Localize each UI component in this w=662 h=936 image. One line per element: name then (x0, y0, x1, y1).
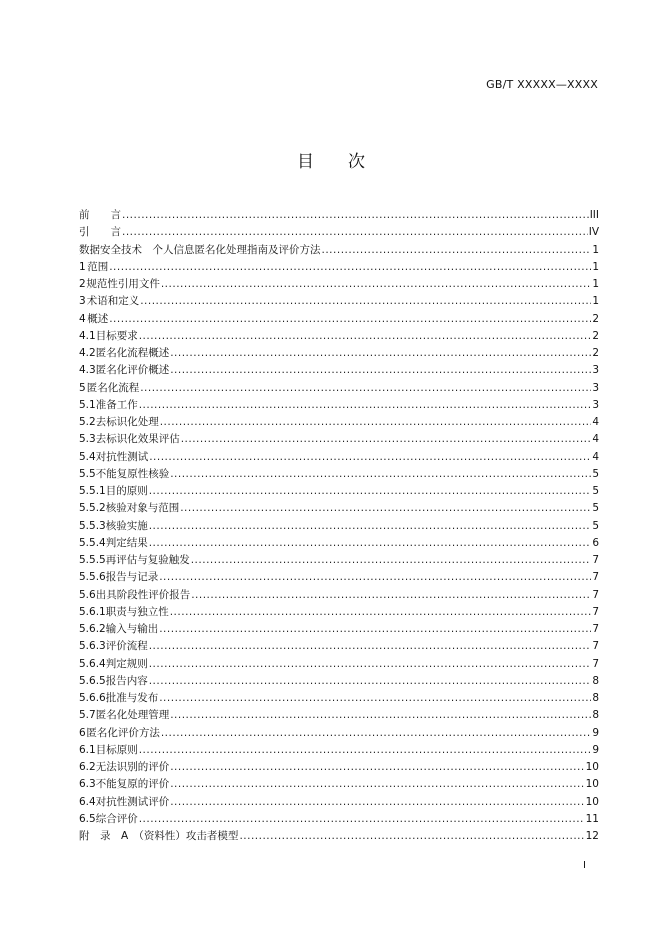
toc-leader-dots (160, 414, 592, 431)
toc-entry-number: 5.6.6 (79, 692, 106, 704)
toc-entry[interactable] (79, 483, 599, 500)
toc-title (0, 147, 662, 172)
toc-leader-dots (322, 242, 592, 259)
toc-entry[interactable] (79, 431, 599, 448)
toc-entry-label: 匿名化评价概述 (95, 364, 170, 377)
toc-entry-number: 5.6.3 (79, 640, 106, 653)
toc-entry[interactable] (79, 535, 599, 552)
toc-entry-label: 匿名化处理管理 (95, 709, 170, 722)
toc-entry-label: 批准与发布 (105, 692, 159, 704)
toc-leader-dots (109, 259, 591, 276)
toc-entry-page: 7 (592, 605, 599, 618)
toc-entry[interactable] (79, 449, 599, 466)
toc-entry-label: 附 录 A （资料性）攻击者模型 (79, 830, 239, 842)
toc-entry-page: 5 (592, 502, 599, 515)
toc-entry-page: 4 (592, 416, 599, 428)
toc-leader-dots (139, 811, 585, 828)
toc-leader-dots (149, 535, 592, 552)
toc-entry-page: 1 (592, 243, 599, 256)
toc-entry-number: 5.6.5 (79, 674, 106, 687)
toc-leader-dots (140, 380, 591, 397)
toc-entry-page: III (589, 209, 599, 221)
toc-entry-page: 12 (585, 830, 599, 842)
toc-entry[interactable] (79, 414, 599, 431)
toc-entry[interactable] (79, 207, 599, 224)
toc-leader-dots (149, 673, 592, 690)
toc-entry-page: 4 (592, 433, 599, 446)
toc-title-char-2: 次 (348, 152, 365, 172)
toc-entry[interactable] (79, 569, 599, 586)
toc-entry-label: 职责与独立性 (105, 605, 169, 618)
toc-entry[interactable] (79, 518, 599, 535)
toc-entry[interactable] (79, 276, 599, 293)
toc-entry-number: 5.6.2 (79, 623, 106, 635)
toc-entry-label: 出具阶段性评价报告 (95, 588, 191, 601)
toc-entry-label: 不能复原的评价 (95, 778, 170, 791)
toc-leader-dots (170, 362, 591, 379)
toc-entry-label: 输入与输出 (105, 623, 159, 635)
toc-entry-number: 5.3 (79, 433, 96, 446)
toc-entry-label: 不能复原性核验 (95, 467, 170, 480)
toc-entry-page: 6 (592, 536, 599, 549)
toc-entry-number: 4.1 (79, 329, 96, 342)
toc-title-char-1: 目 (297, 152, 314, 172)
toc-entry[interactable] (79, 742, 599, 759)
toc-entry-number: 4 (79, 312, 86, 325)
toc-entry[interactable] (79, 380, 599, 397)
toc-entry-number: 2 (79, 278, 86, 290)
toc-leader-dots (109, 311, 591, 328)
toc-entry[interactable] (79, 500, 599, 517)
toc-leader-dots (122, 224, 588, 241)
toc-entry[interactable] (79, 690, 599, 707)
toc-entry-page: 8 (592, 674, 599, 687)
toc-entry-label: 判定结果 (105, 536, 148, 549)
toc-entry-label: 核验实施 (105, 519, 148, 532)
toc-leader-dots (140, 293, 591, 310)
toc-entry-number: 5.5.6 (79, 571, 106, 584)
toc-entry-label: 数据安全技术 个人信息匿名化处理指南及评价方法 (79, 243, 321, 256)
toc-entry-page: 7 (592, 571, 599, 584)
table-of-contents (79, 207, 599, 845)
toc-leader-dots (161, 725, 591, 742)
toc-entry-page: 3 (592, 381, 599, 394)
toc-entry[interactable] (79, 293, 599, 310)
toc-entry-label: 准备工作 (95, 398, 138, 411)
toc-entry-label: 报告与记录 (105, 571, 159, 584)
toc-entry-number: 5.5 (79, 467, 96, 480)
toc-leader-dots (161, 276, 591, 293)
toc-entry-label: 核验对象与范围 (105, 502, 180, 515)
toc-entry[interactable] (79, 328, 599, 345)
toc-leader-dots (239, 828, 584, 845)
toc-entry-number: 3 (79, 295, 86, 308)
toc-entry-number: 5.1 (79, 398, 96, 411)
toc-entry-number: 6.2 (79, 761, 96, 773)
toc-entry-label: 对抗性测试 (95, 450, 149, 463)
toc-entry[interactable] (79, 259, 599, 276)
toc-leader-dots (170, 604, 592, 621)
toc-entry-page: 7 (592, 588, 599, 601)
toc-entry-label: 前 言 (79, 209, 121, 221)
toc-leader-dots (139, 328, 592, 345)
toc-entry[interactable] (79, 587, 599, 604)
toc-leader-dots (191, 552, 592, 569)
toc-entry-label: 匿名化流程概述 (95, 347, 170, 359)
toc-entry-page: 7 (592, 640, 599, 653)
toc-entry[interactable] (79, 759, 599, 776)
toc-entry-page: 5 (592, 519, 599, 532)
toc-entry-label: 无法识别的评价 (95, 761, 170, 773)
toc-entry-page: 1 (592, 260, 599, 273)
toc-leader-dots (122, 207, 589, 224)
toc-leader-dots (149, 483, 592, 500)
toc-leader-dots (170, 466, 591, 483)
toc-leader-dots (149, 449, 591, 466)
toc-entry-number: 5.7 (79, 709, 96, 722)
toc-entry-label: 目的原则 (105, 485, 148, 497)
toc-entry[interactable] (79, 794, 599, 811)
toc-entry-page: 10 (585, 761, 599, 773)
toc-entry[interactable] (79, 345, 599, 362)
toc-entry-page: 7 (592, 623, 599, 635)
toc-entry[interactable] (79, 397, 599, 414)
toc-entry-label: 对抗性测试评价 (95, 795, 170, 808)
toc-entry-number: 6.1 (79, 743, 96, 756)
toc-entry-page: 7 (592, 554, 599, 566)
toc-entry-number: 5.4 (79, 450, 96, 463)
toc-entry[interactable] (79, 638, 599, 655)
toc-leader-dots (149, 518, 592, 535)
toc-leader-dots (170, 345, 591, 362)
toc-entry[interactable] (79, 707, 599, 724)
toc-entry-page: 8 (592, 709, 599, 722)
toc-entry-number: 6.3 (79, 778, 96, 791)
toc-leader-dots (149, 656, 592, 673)
toc-entry-page: 2 (592, 329, 599, 342)
toc-entry-number: 5.5.4 (79, 536, 106, 549)
toc-entry-label: 引 言 (79, 226, 121, 239)
toc-leader-dots (159, 690, 591, 707)
toc-entry-number: 6.4 (79, 795, 96, 808)
toc-entry-number: 4.3 (79, 364, 96, 377)
page-number: I (583, 860, 586, 871)
toc-entry[interactable] (79, 242, 599, 259)
toc-entry[interactable] (79, 362, 599, 379)
toc-entry-page: 5 (592, 485, 599, 497)
toc-entry-label: 报告内容 (105, 674, 148, 687)
toc-entry-number: 5.6.4 (79, 657, 106, 670)
toc-entry-page: 2 (592, 347, 599, 359)
toc-entry-label: 概述 (87, 312, 109, 325)
toc-entry-page: 10 (585, 778, 599, 791)
toc-leader-dots (170, 707, 591, 724)
toc-leader-dots (139, 397, 592, 414)
toc-entry-label: 目标要求 (95, 329, 138, 342)
toc-entry-page: 3 (592, 398, 599, 411)
toc-entry-label: 规范性引用文件 (86, 278, 160, 290)
toc-entry[interactable] (79, 725, 599, 742)
toc-entry[interactable] (79, 656, 599, 673)
toc-entry-label: 综合评价 (95, 812, 138, 825)
toc-entry-page: 8 (592, 692, 599, 704)
toc-entry[interactable] (79, 604, 599, 621)
toc-entry-label: 评价流程 (105, 640, 148, 653)
standard-code: GB/T XXXXX—XXXX (486, 78, 598, 91)
toc-leader-dots (181, 431, 592, 448)
toc-entry-number: 1 (79, 260, 86, 273)
toc-entry-page: 11 (585, 812, 599, 825)
toc-entry-page: 4 (592, 450, 599, 463)
toc-entry-label: 匿名化评价方法 (86, 726, 160, 739)
toc-entry[interactable] (79, 776, 599, 793)
toc-entry-number: 5.6 (79, 588, 96, 601)
toc-entry[interactable] (79, 552, 599, 569)
toc-leader-dots (159, 621, 591, 638)
toc-entry-page: 9 (592, 726, 599, 739)
toc-entry[interactable] (79, 811, 599, 828)
toc-entry-number: 5.5.2 (79, 502, 106, 515)
toc-leader-dots (159, 569, 591, 586)
toc-leader-dots (149, 638, 592, 655)
toc-entry-label: 目标原则 (95, 743, 138, 756)
toc-entry-number: 5.6.1 (79, 605, 106, 618)
toc-entry[interactable] (79, 673, 599, 690)
toc-leader-dots (170, 776, 584, 793)
toc-leader-dots (139, 742, 592, 759)
toc-entry-label: 再评估与复验触发 (105, 554, 190, 566)
toc-entry-page: 2 (592, 312, 599, 325)
toc-entry-number: 5.5.3 (79, 519, 106, 532)
toc-entry[interactable] (79, 224, 599, 241)
toc-leader-dots (170, 794, 584, 811)
toc-entry[interactable] (79, 466, 599, 483)
toc-entry-page: 1 (592, 295, 599, 308)
toc-entry-label: 去标识化处理 (95, 416, 159, 428)
toc-entry-label: 术语和定义 (86, 295, 140, 308)
toc-entry-label: 判定规则 (105, 657, 148, 670)
toc-entry-label: 去标识化效果评估 (95, 433, 180, 446)
toc-entry-number: 6.5 (79, 812, 96, 825)
toc-entry-page: 7 (592, 657, 599, 670)
toc-entry-page: 10 (585, 795, 599, 808)
toc-entry-number: 5 (79, 381, 86, 394)
toc-entry-page: 9 (592, 743, 599, 756)
toc-entry[interactable] (79, 621, 599, 638)
toc-leader-dots (191, 587, 591, 604)
toc-entry-page: IV (588, 226, 599, 239)
toc-entry-label: 匿名化流程 (86, 381, 140, 394)
toc-entry[interactable] (79, 311, 599, 328)
toc-entry-label: 范围 (87, 260, 109, 273)
toc-entry-number: 5.5.1 (79, 485, 106, 497)
toc-entry[interactable] (79, 828, 599, 845)
toc-entry-page: 3 (592, 364, 599, 377)
toc-entry-number: 6 (79, 726, 86, 739)
toc-entry-number: 4.2 (79, 347, 96, 359)
toc-leader-dots (180, 500, 591, 517)
toc-entry-page: 1 (592, 278, 599, 290)
toc-leader-dots (170, 759, 584, 776)
toc-entry-number: 5.2 (79, 416, 96, 428)
toc-entry-number: 5.5.5 (79, 554, 106, 566)
toc-entry-page: 5 (592, 467, 599, 480)
